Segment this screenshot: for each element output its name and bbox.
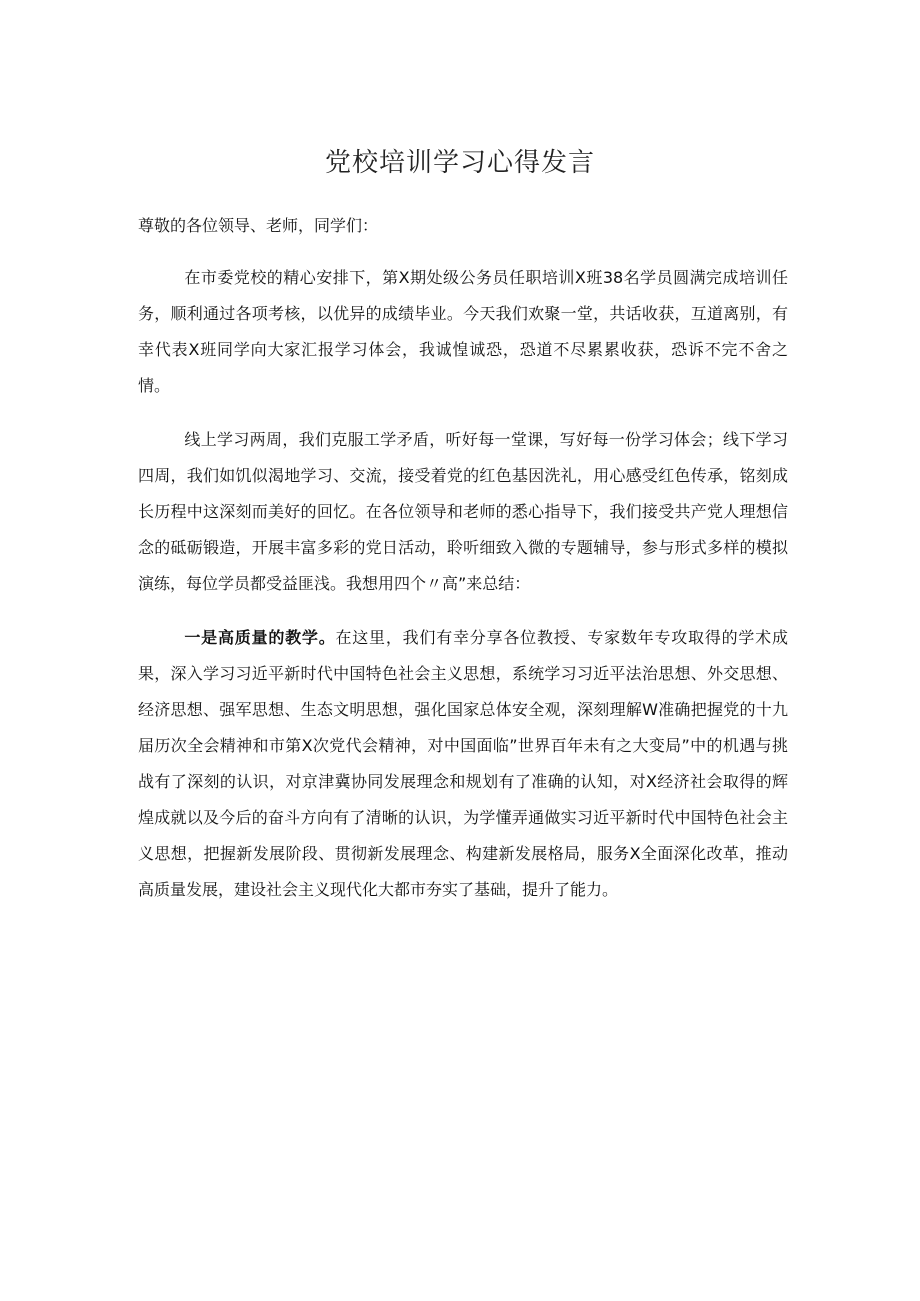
paragraph-1 [138, 260, 788, 404]
paragraph-1-text: 在市委党校的精心安排下，第X期处级公务员任职培训X班38名学员圆满完成培训任务，顺利通过各项考核，以优异的成绩毕业。今天我们欢聚一堂，共话收获，互道离别，有幸代表X班同学向大家汇报学习体会，我诚惶诚恐，恐道不尽累累收获，恐诉不完不舍之情。 [138, 268, 788, 395]
paragraph-3 [138, 620, 788, 908]
document-title: 党校培训学习心得发言 [324, 148, 595, 178]
paragraph-2 [138, 422, 788, 602]
document-body [138, 208, 788, 926]
paragraph-2-text: 线上学习两周，我们克服工学矛盾，听好每一堂课，写好每一份学习体会；线下学习四周，我们如饥似渴地学习、交流，接受着党的红色基因洗礼，用心感受红色传承，铭刻成长历程中这深刻而美好的回忆。在各位领导和老师的悉心指导下，我们接受共产党人理想信念的砥砺锻造，开展丰富多彩的党日活动，聆听细致入微的专题辅导，参与形式多样的模拟演练，每位学员都受益匪浅。我想用四个〃高”来总结： [138, 430, 788, 593]
paragraph-3-text: 在这里，我们有幸分享各位教授、专家数年专攻取得的学术成果，深入学习习近平新时代中国特色社会主义思想，系统学习习近平法治思想、外交思想、经济思想、强军思想、生态文明思想，强化国家总体安全观，深刻理解W准确把握党的十九届历次全会精神和市第X次党代会精神，对中国面临”世界百年未有之大变局”中的机遇与挑战有了深刻的认识，对京津冀协同发展理念和规划有了准确的认知，对X经济社会取得的辉煌成就以及今后的奋斗方向有了清晰的认识，为学懂弄通做实习近平新时代中国特色社会主义思想，把握新发展阶段、贯彻新发展理念、构建新发展格局，服务X全面深化改革，推动高质量发展，建设社会主义现代化大都市夯实了基础，提升了能力。 [138, 628, 788, 899]
paragraph-3-lead: 一是高质量的教学。 [184, 628, 336, 647]
salutation: 尊敬的各位领导、老师，同学们： [138, 216, 379, 235]
